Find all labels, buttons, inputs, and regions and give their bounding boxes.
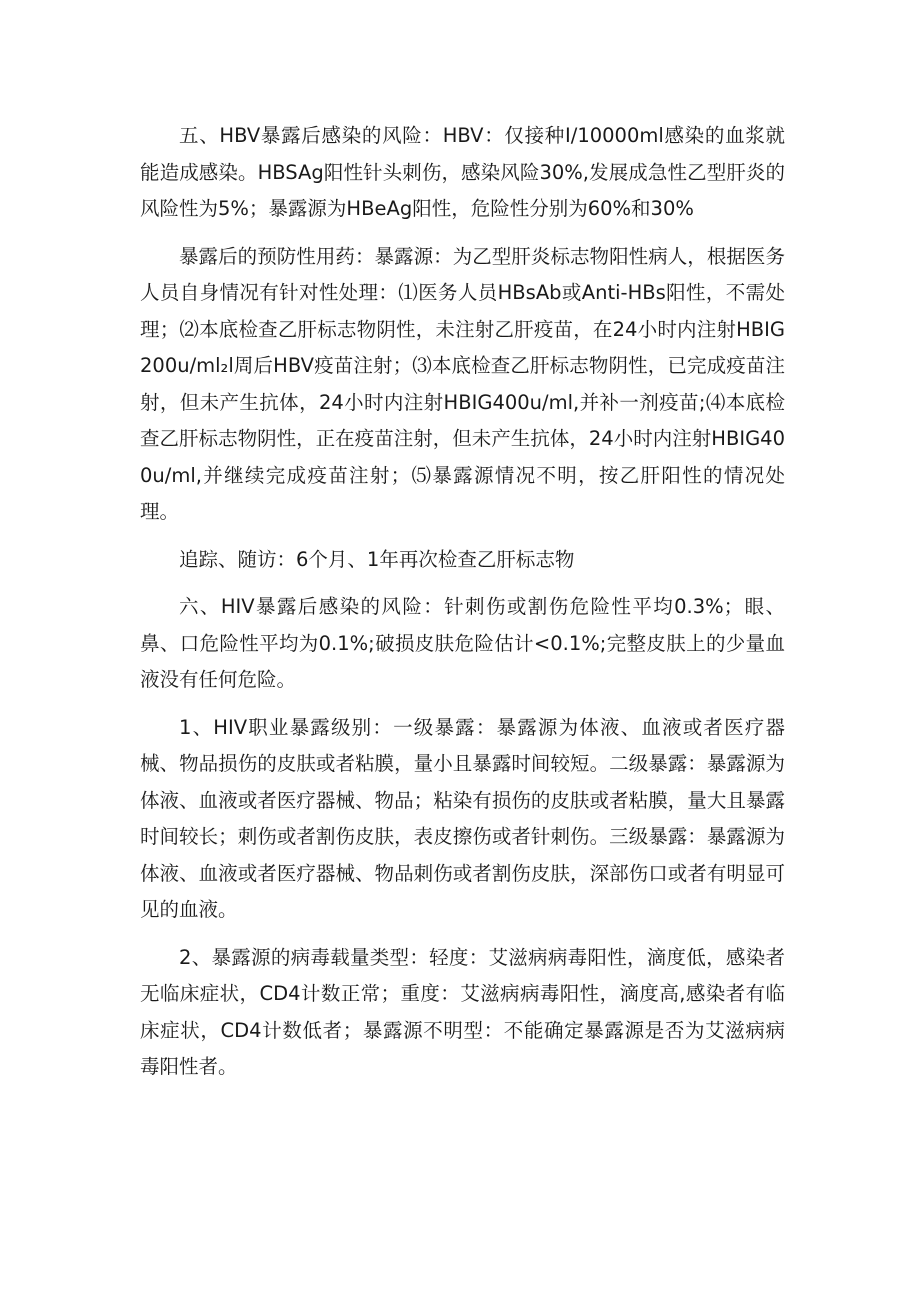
paragraph-hbv-prophylaxis: 暴露后的预防性用药：暴露源：为乙型肝炎标志物阳性病人，根据医务人员自身情况有针对性处理：⑴医务人员HBsAb或Anti-HBs阳性，不需处理；⑵本底检查乙肝标志物阴性，未注射乙肝疫苗，在24小时内注射HBIG200u/ml₂l周后HBV疫苗注射；⑶本底检查乙肝标志物阴性，已完成疫苗注射，但未产生抗体，24小时内注射HBIG400u/ml,并补一剂疫苗;⑷本底检查乙肝标志物阴性，正在疫苗注射，但未产生抗体，24小时内注射HBIG400u/ml,并继续完成疫苗注射；⑸暴露源情况不明，按乙肝阳性的情况处理。 xyxy=(140,244,785,523)
paragraph-hiv-infection-risk: 六、HIV暴露后感染的风险：针刺伤或割伤危险性平均0.3%；眼、鼻、口危险性平均为0.1%;破损皮肤危险估计<0.1%;完整皮肤上的少量血液没有任何危险。 xyxy=(140,595,785,691)
paragraph-hbv-follow-up: 追踪、随访：6个月、1年再次检查乙肝标志物 xyxy=(179,547,575,571)
paragraph-hiv-exposure-levels: 1、HIV职业暴露级别：一级暴露：暴露源为体液、血液或者医疗器械、物品损伤的皮肤或者粘膜，量小且暴露时间较短。二级暴露：暴露源为体液、血液或者医疗器械、物品；粘染有损伤的皮肤或者粘膜，量大且暴露时间较长；刺伤或者割伤皮肤，表皮擦伤或者针刺伤。三级暴露：暴露源为体液、血液或者医疗器械、物品刺伤或者割伤皮肤，深部伤口或者有明显可见的血液。 xyxy=(140,715,785,921)
paragraph-hiv-viral-load-types: 2、暴露源的病毒载量类型：轻度：艾滋病病毒阳性，滴度低，感染者无临床症状，CD4计数正常；重度：艾滋病病毒阳性，滴度高,感染者有临床症状，CD4计数低者；暴露源不明型：不能确定暴露源是否为艾滋病病毒阳性者。 xyxy=(140,945,785,1078)
document-body xyxy=(140,118,785,1086)
paragraph-hbv-infection-risk: 五、HBV暴露后感染的风险：HBV：仅接种I/10000ml感染的血浆就能造成感染。HBSAg阳性针头刺伤，感染风险30%,发展成急性乙型肝炎的风险性为5%；暴露源为HBeAg阳性，危险性分别为60%和30% xyxy=(140,124,785,220)
